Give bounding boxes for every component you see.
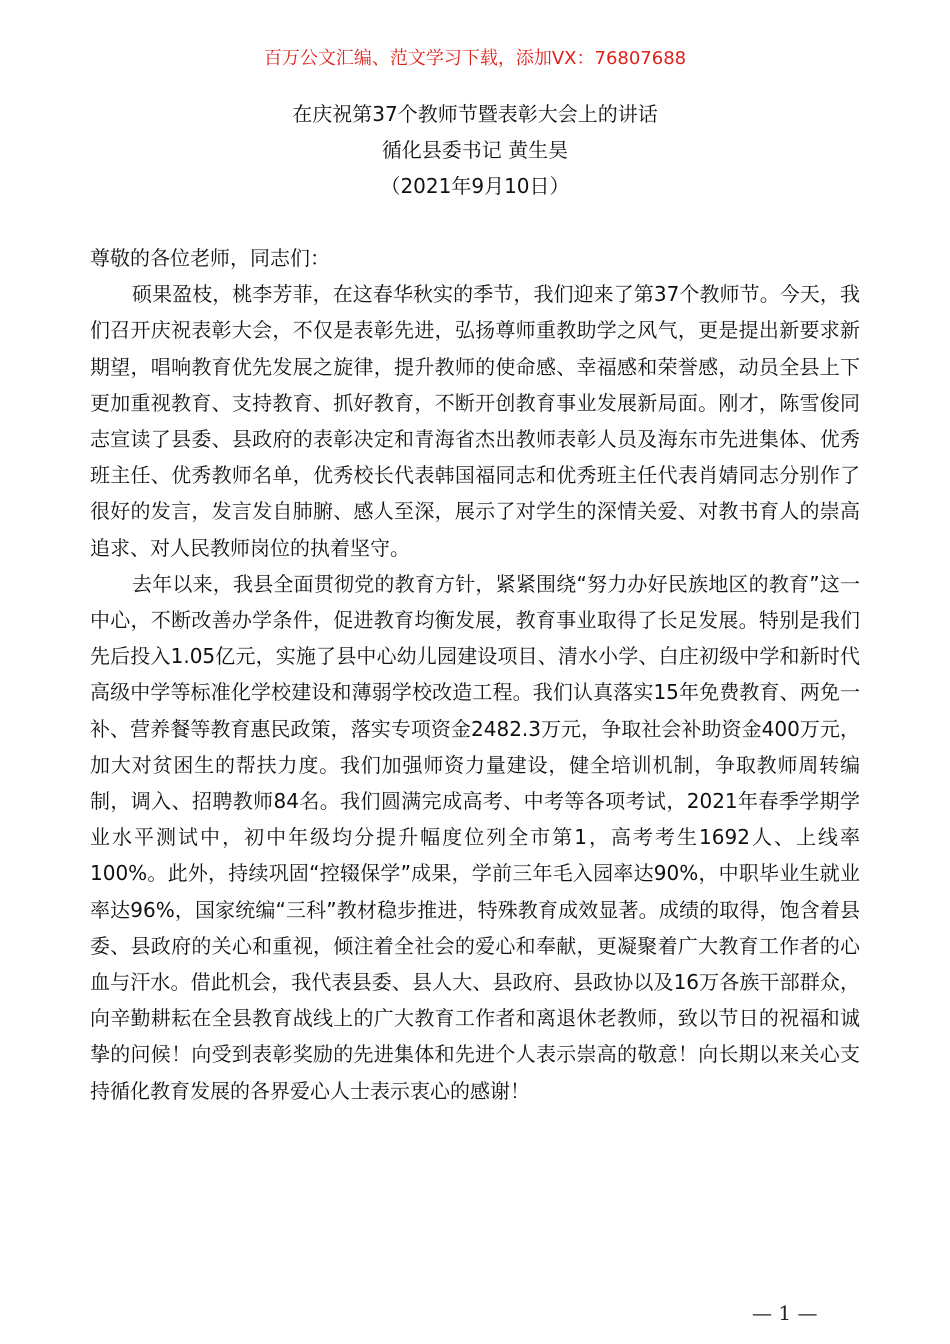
salutation: 尊敬的各位老师，同志们： [90, 246, 330, 270]
date-line: （2021年9月10日） [380, 174, 570, 198]
speech-body [90, 240, 860, 1109]
page-number: — 1 — [752, 1301, 818, 1325]
paragraph: 去年以来，我县全面贯彻党的教育方针，紧紧围绕“努力办好民族地区的教育”这一中心，不断改善办学条件，促进教育均衡发展，教育事业取得了长足发展。特别是我们先后投入1.05亿元，实施了县中心幼儿园建设项目、清水小学、白庄初级中学和新时代高级中学等标准化学校建设和薄弱学校改造工程。我们认真落实15年免费教育、两免一补、营养餐等教育惠民政策，落实专项资金2482.3万元，争取社会补助资金400万元，加大对贫困生的帮扶力度。我们加强师资力量建设，健全培训机制，争取教师周转编制，调入、招聘教师84名。我们圆满完成高考、中考等各项考试，2021年春季学期学业水平测试中，初中年级均分提升幅度位列全市第1，高考考生1692人、上线率100%。此外，持续巩固“控辍保学”成果，学前三年毛入园率达90%，中职毕业生就业率达96%，国家统编“三科”教材稳步推进，特殊教育成效显著。成绩的取得，饱含着县委、县政府的关心和重视，倾注着全社会的爱心和奉献，更凝聚着广大教育工作者的心血与汗水。借此机会，我代表县委、县人大、县政府、县政协以及16万各族干部群众，向辛勤耕耘在全县教育战线上的广大教育工作者和离退休老教师，致以节日的祝福和诚挚的问候！向受到表彰奖励的先进集体和先进个人表示崇高的敬意！向长期以来关心支持循化教育发展的各界爱心人士表示衷心的感谢！ [90, 571, 860, 1103]
speech-title: 在庆祝第37个教师节暨表彰大会上的讲话 [292, 102, 658, 126]
title-block [0, 96, 950, 204]
header-banner: 百万公文汇编、范文学习下载，添加VX：76807688 [263, 48, 687, 69]
paragraph: 硕果盈枝，桃李芳菲，在这春华秋实的季节，我们迎来了第37个教师节。今天，我们召开庆祝表彰大会，不仅是表彰先进，弘扬尊师重教助学之风气，更是提出新要求新期望，唱响教育优先发展之旋律，提升教师的使命感、幸福感和荣誉感，动员全县上下更加重视教育、支持教育、抓好教育，不断开创教育事业发展新局面。刚才，陈雪俊同志宣读了县委、县政府的表彰决定和青海省杰出教师表彰人员及海东市先进集体、优秀班主任、优秀教师名单，优秀校长代表韩国福同志和优秀班主任代表肖婧同志分别作了很好的发言，发言发自肺腑、感人至深，展示了对学生的深情关爱、对教书育人的崇高追求、对人民教师岗位的执着坚守。 [90, 282, 860, 560]
speaker-line: 循化县委书记 黄生昊 [381, 138, 569, 162]
